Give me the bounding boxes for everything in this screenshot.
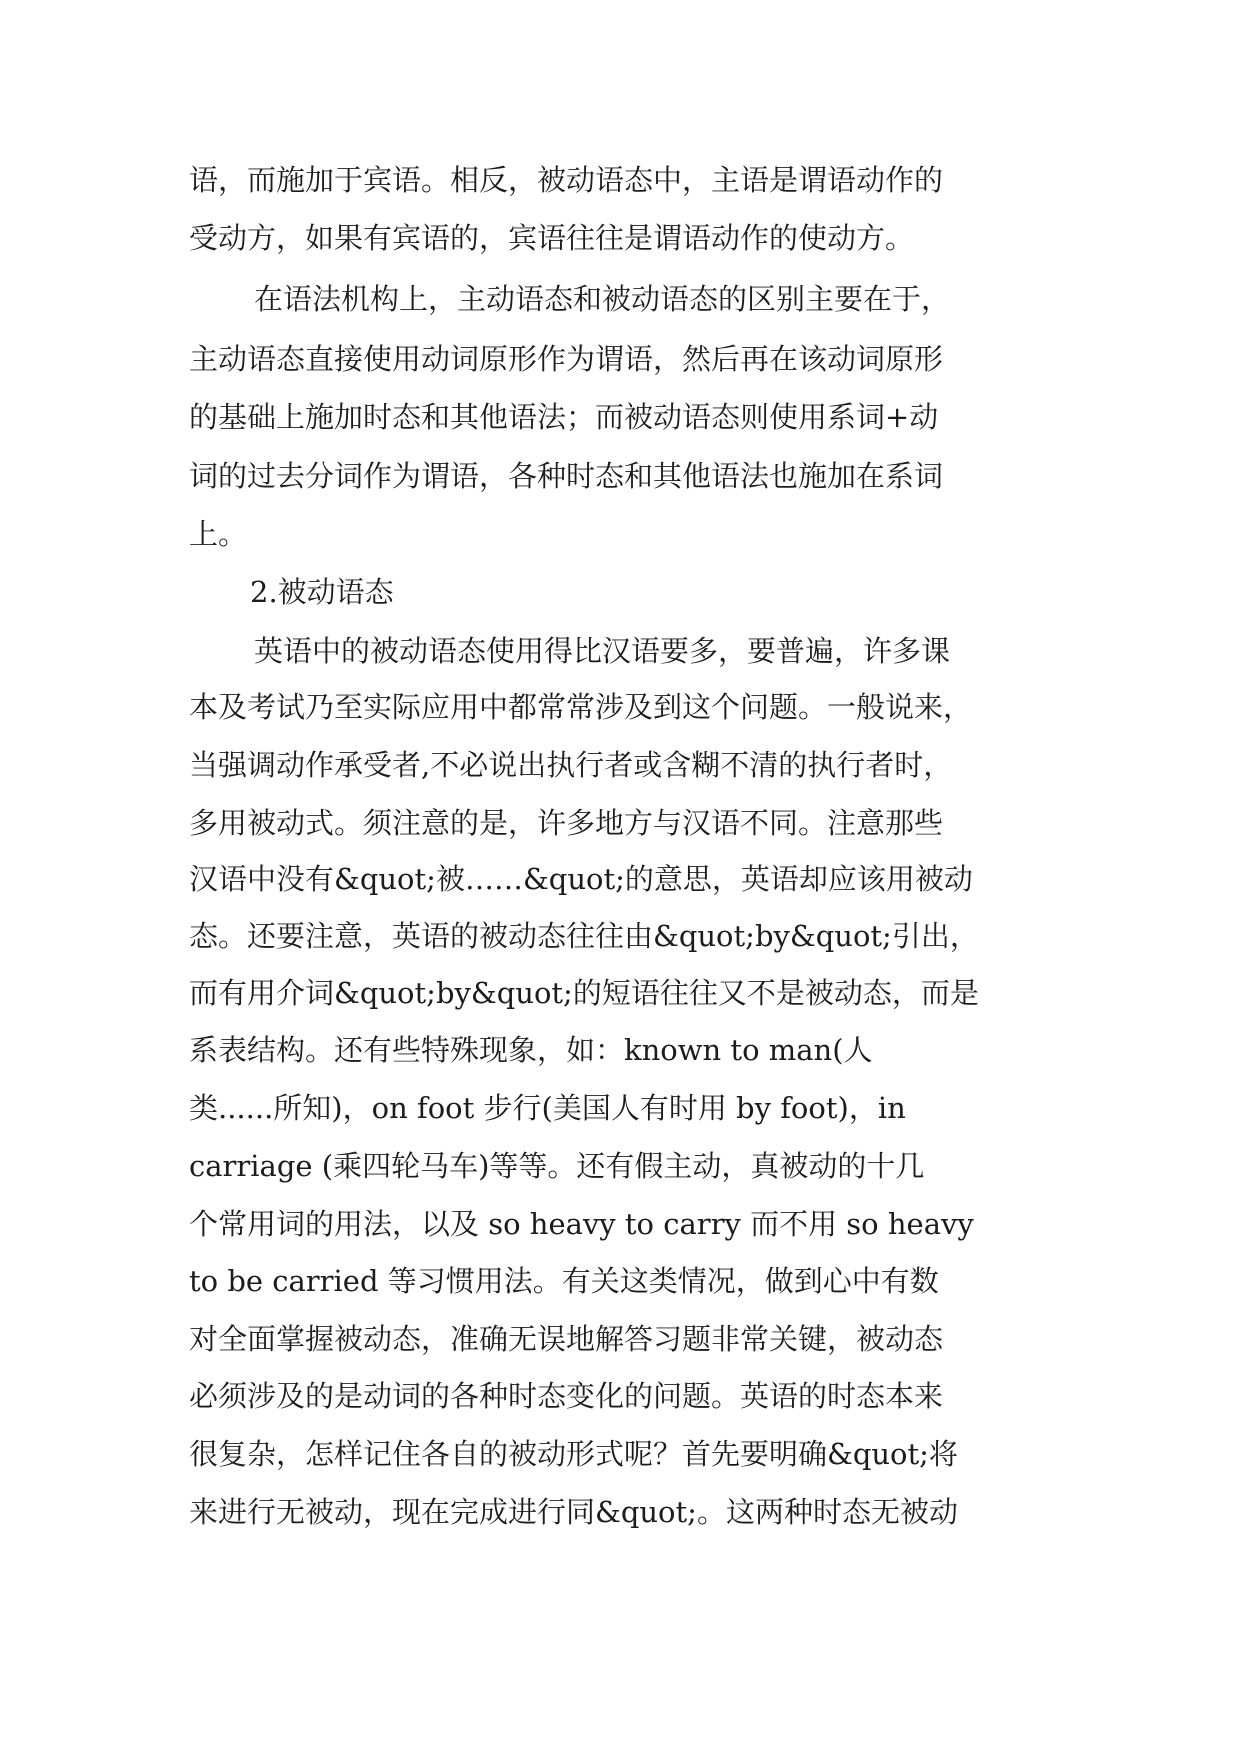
text-line-13: 汉语中没有&quot;被……&quot;的意思，英语却应该用被动 [189, 862, 973, 896]
text-line-6: 词的过去分词作为谓语，各种时态和其他语法也施加在系词 [189, 459, 944, 493]
text-line-23: 很复杂，怎样记住各自的被动形式呢？首先要明确&quot;将 [189, 1437, 958, 1471]
text-line-22: 必须涉及的是动词的各种时态变化的问题。英语的时态本来 [189, 1379, 944, 1413]
text-line-3: 在语法机构上，主动语态和被动语态的区别主要在于， [254, 282, 951, 316]
text-line-11: 当强调动作承受者,不必说出执行者或含糊不清的执行者时， [189, 748, 953, 782]
text-line-20: to be carried 等习惯用法。有关这类情况，做到心中有数 [189, 1264, 939, 1298]
text-line-15: 而有用介词&quot;by&quot;的短语往往又不是被动态，而是 [189, 976, 979, 1010]
text-line-17: 类......所知)，on foot 步行(美国人有时用 by foot)，in [189, 1091, 906, 1125]
text-line-2: 受动方，如果有宾语的，宾语往往是谓语动作的使动方。 [189, 221, 915, 255]
text-line-18: carriage (乘四轮马车)等等。还有假主动，真被动的十几 [189, 1149, 925, 1183]
text-line-1: 语，而施加于宾语。相反，被动语态中，主语是谓语动作的 [189, 163, 944, 197]
section-heading: 2.被动语态 [250, 575, 394, 609]
text-line-7: 上。 [189, 517, 248, 551]
text-line-19: 个常用词的用法，以及 so heavy to carry 而不用 so heavy [189, 1207, 974, 1241]
text-line-24: 来进行无被动，现在完成进行同&quot;。这两种时态无被动 [189, 1495, 958, 1529]
text-line-9: 英语中的被动语态使用得比汉语要多，要普遍，许多课 [254, 634, 951, 668]
text-line-16: 系表结构。还有些特殊现象，如：known to man(人 [189, 1033, 873, 1067]
text-line-21: 对全面掌握被动态，准确无误地解答习题非常关键，被动态 [189, 1322, 944, 1356]
text-line-14: 态。还要注意，英语的被动态往往由&quot;by&quot;引出， [189, 919, 979, 953]
text-line-10: 本及考试乃至实际应用中都常常涉及到这个问题。一般说来， [189, 690, 973, 724]
text-line-12: 多用被动式。须注意的是，许多地方与汉语不同。注意那些 [189, 806, 944, 840]
text-line-5: 的基础上施加时态和其他语法；而被动语态则使用系词+动 [189, 400, 939, 434]
text-line-4: 主动语态直接使用动词原形作为谓语，然后再在该动词原形 [189, 342, 944, 376]
